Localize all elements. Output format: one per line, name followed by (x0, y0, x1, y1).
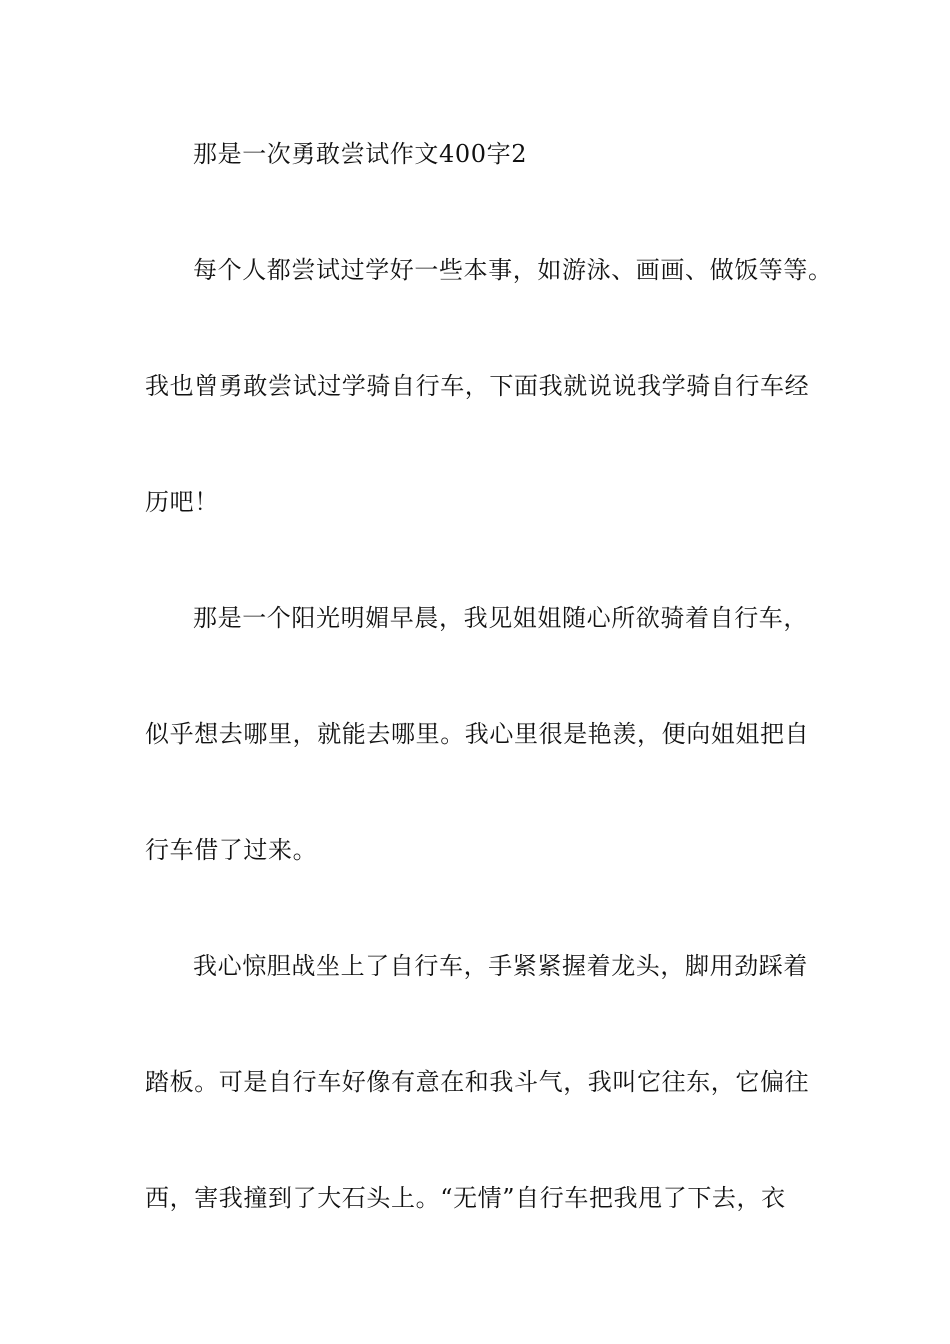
paragraph-line: 我也曾勇敢尝试过学骑自行车，下面我就说说我学骑自行车经 (145, 372, 810, 400)
paragraph-line: 我心惊胆战坐上了自行车，手紧紧握着龙头，脚用劲踩着 (193, 952, 808, 980)
paragraph-line: 那是一个阳光明媚早晨，我见姐姐随心所欲骑着自行车， (193, 604, 808, 632)
paragraph-line: 似乎想去哪里，就能去哪里。我心里很是艳羡，便向姐姐把自 (145, 720, 810, 748)
paragraph-line: 每个人都尝试过学好一些本事，如游泳、画画、做饭等等。 (193, 256, 833, 284)
paragraph-line: 踏板。可是自行车好像有意在和我斗气，我叫它往东，它偏往 (145, 1068, 810, 1096)
document-title: 那是一次勇敢尝试作文400字2 (193, 140, 528, 168)
paragraph-line: 历吧！ (145, 488, 219, 516)
paragraph-line: 西，害我撞到了大石头上。“无情”自行车把我甩了下去，衣 (145, 1184, 786, 1212)
paragraph-line: 行车借了过来。 (145, 836, 318, 864)
